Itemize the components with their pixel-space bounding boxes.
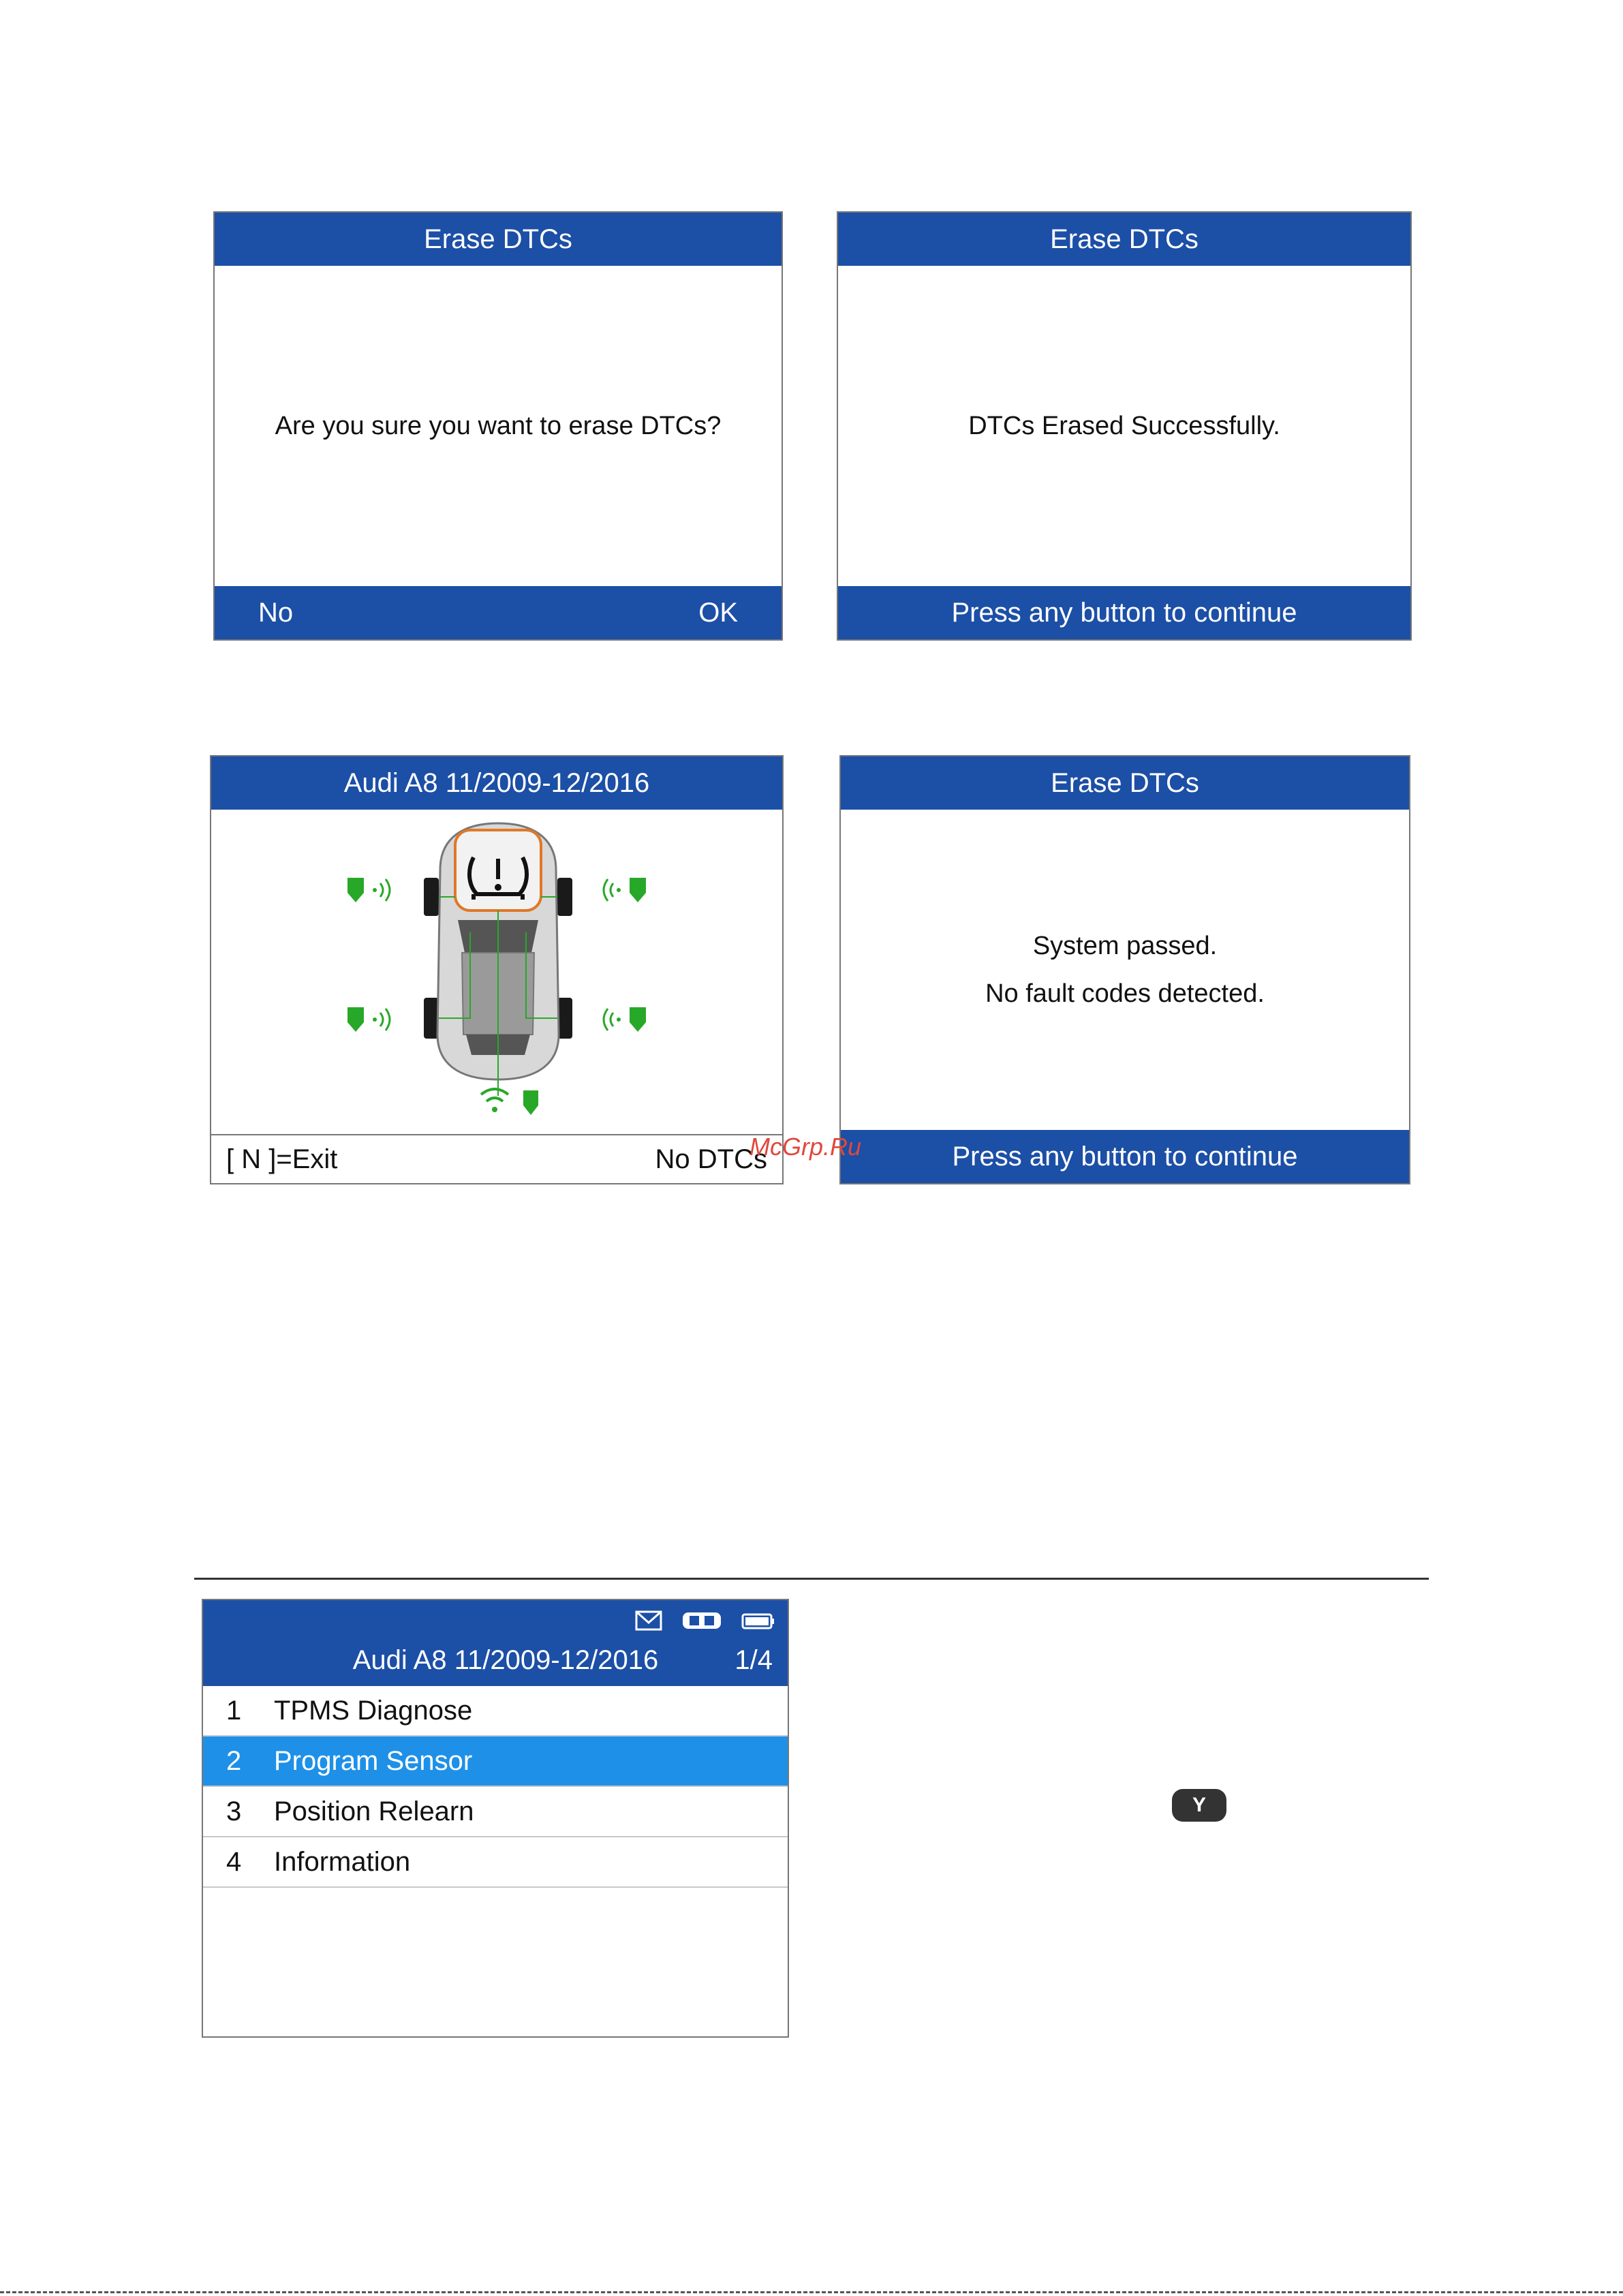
menu-item-number: 4 (226, 1846, 242, 1877)
watermark: McGrp.Ru (749, 1133, 862, 1161)
menu-item-position-relearn[interactable] (203, 1787, 788, 1837)
passed-message (841, 810, 1409, 1130)
menu-item-label: Information (274, 1846, 411, 1877)
screen-title: Erase DTCs (215, 213, 782, 266)
continue-prompt[interactable] (841, 1130, 1409, 1183)
passed-line-1: System passed. (1032, 932, 1218, 960)
screen-title: Erase DTCs (838, 213, 1410, 266)
erase-confirm-screen (213, 211, 783, 641)
battery-icon (741, 1610, 775, 1631)
menu-item-number: 1 (226, 1695, 242, 1726)
confirm-message (215, 266, 782, 586)
menu-item-label: TPMS Diagnose (274, 1695, 473, 1726)
menu-list (203, 1686, 788, 1888)
menu-item-label: Program Sensor (274, 1745, 473, 1776)
continue-prompt-text: Press any button to continue (951, 597, 1297, 628)
page-indicator: 1/4 (735, 1645, 773, 1675)
menu-item-label: Position Relearn (274, 1796, 474, 1826)
status-bar (635, 1610, 775, 1632)
menu-item-program-sensor[interactable] (203, 1736, 788, 1787)
y-key-icon: Y (1172, 1789, 1226, 1822)
sensor-rear-left (347, 1007, 390, 1032)
menu-title: Audi A8 11/2009-12/2016 (352, 1645, 659, 1675)
ok-button[interactable]: OK (698, 597, 738, 628)
page-bottom-border (0, 2291, 1623, 2293)
vehicle-footer (211, 1134, 782, 1183)
vehicle-status-screen (210, 755, 784, 1184)
menu-item-tpms-diagnose[interactable] (203, 1686, 788, 1736)
exit-hint[interactable]: [ N ]=Exit (226, 1144, 338, 1174)
success-message (838, 266, 1410, 586)
vehicle-title: Audi A8 11/2009-12/2016 (211, 756, 782, 810)
erase-success-screen (837, 211, 1412, 641)
success-message-text: DTCs Erased Successfully. (968, 412, 1280, 440)
no-button[interactable]: No (258, 597, 294, 628)
confirm-footer (215, 586, 782, 639)
sensor-front-left (347, 878, 390, 902)
continue-prompt-text: Press any button to continue (952, 1141, 1298, 1172)
passed-line-2: No fault codes detected. (985, 979, 1265, 1008)
system-passed-screen (839, 755, 1410, 1184)
menu-header (203, 1600, 788, 1686)
wheel-front-left (424, 878, 439, 916)
menu-item-number: 2 (226, 1745, 242, 1776)
spare-sensor (481, 1089, 538, 1115)
vehicle-diagram (211, 810, 784, 1141)
menu-item-number: 3 (226, 1796, 242, 1826)
mail-icon (635, 1610, 662, 1631)
dtc-status: No DTCs (655, 1144, 767, 1174)
main-menu-screen (202, 1599, 789, 2038)
menu-item-information[interactable] (203, 1837, 788, 1888)
sensor-front-right (604, 878, 646, 902)
continue-prompt[interactable] (838, 586, 1410, 639)
confirm-message-text: Are you sure you want to erase DTCs? (275, 412, 722, 440)
section-divider (194, 1578, 1429, 1580)
battery-pack-icon (681, 1610, 722, 1632)
wheel-front-right (557, 878, 572, 916)
screen-title: Erase DTCs (841, 756, 1409, 810)
sensor-rear-right (604, 1007, 646, 1032)
